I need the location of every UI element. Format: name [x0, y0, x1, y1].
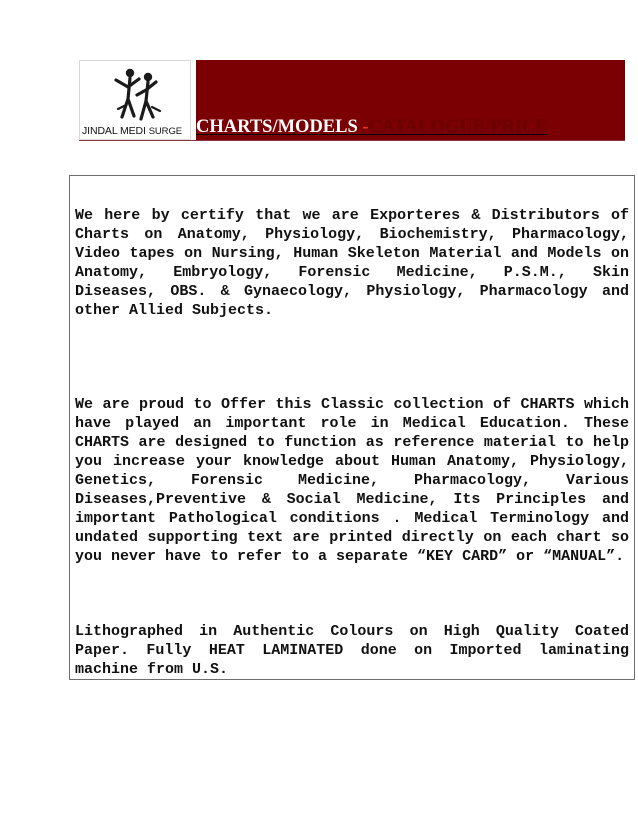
title-charts-models: CHARTS/MODELS [196, 117, 363, 137]
logo-brand-text [82, 125, 190, 137]
page-title [196, 117, 548, 138]
certification-paragraph: We here by certify that we are Exporteres & Distributors of Charts on Anatomy, Physiology, Biochemistry, Pharmacology, Video tapes on Nursing, Human Skeleton Material and Models on Anatomy, Embryology, Forensic Medicine, P.S.M., Skin Diseases, OBS. & Gynaecology, Physiology, Pharmacology and other Allied Subjects. [75, 207, 629, 319]
title-dash: - [362, 117, 369, 137]
header-divider [79, 140, 625, 141]
offer-paragraph: We are proud to Offer this Classic collection of CHARTS which have played an important role in Medical Education. These CHARTS are designed to function as reference material to help you increase your knowledge about Human Anatomy, Physiology, Genetics, Forensic Medicine, Pharmacology, Various Diseases,Preventive & Social Medicine, Its Principles and important Pathological conditions . Medical Terminology and undated supporting text are printed directly on each chart so you never have to refer to a separate “KEY CARD” or “MANUAL”. [75, 396, 629, 565]
printing-paragraph: Lithographed in Authentic Colours on High Quality Coated Paper. Fully HEAT LAMINATED done on Imported laminating machine from U.S. [75, 623, 629, 678]
logo-brand-main: JINDAL MEDI [82, 125, 146, 137]
title-catalogue-price: CATALOGUE/PRICE [368, 117, 548, 137]
dancing-figures-logo-icon [108, 65, 166, 123]
logo-brand-sub: SURGE [148, 126, 182, 137]
company-logo [79, 60, 191, 140]
content-box [69, 175, 635, 680]
